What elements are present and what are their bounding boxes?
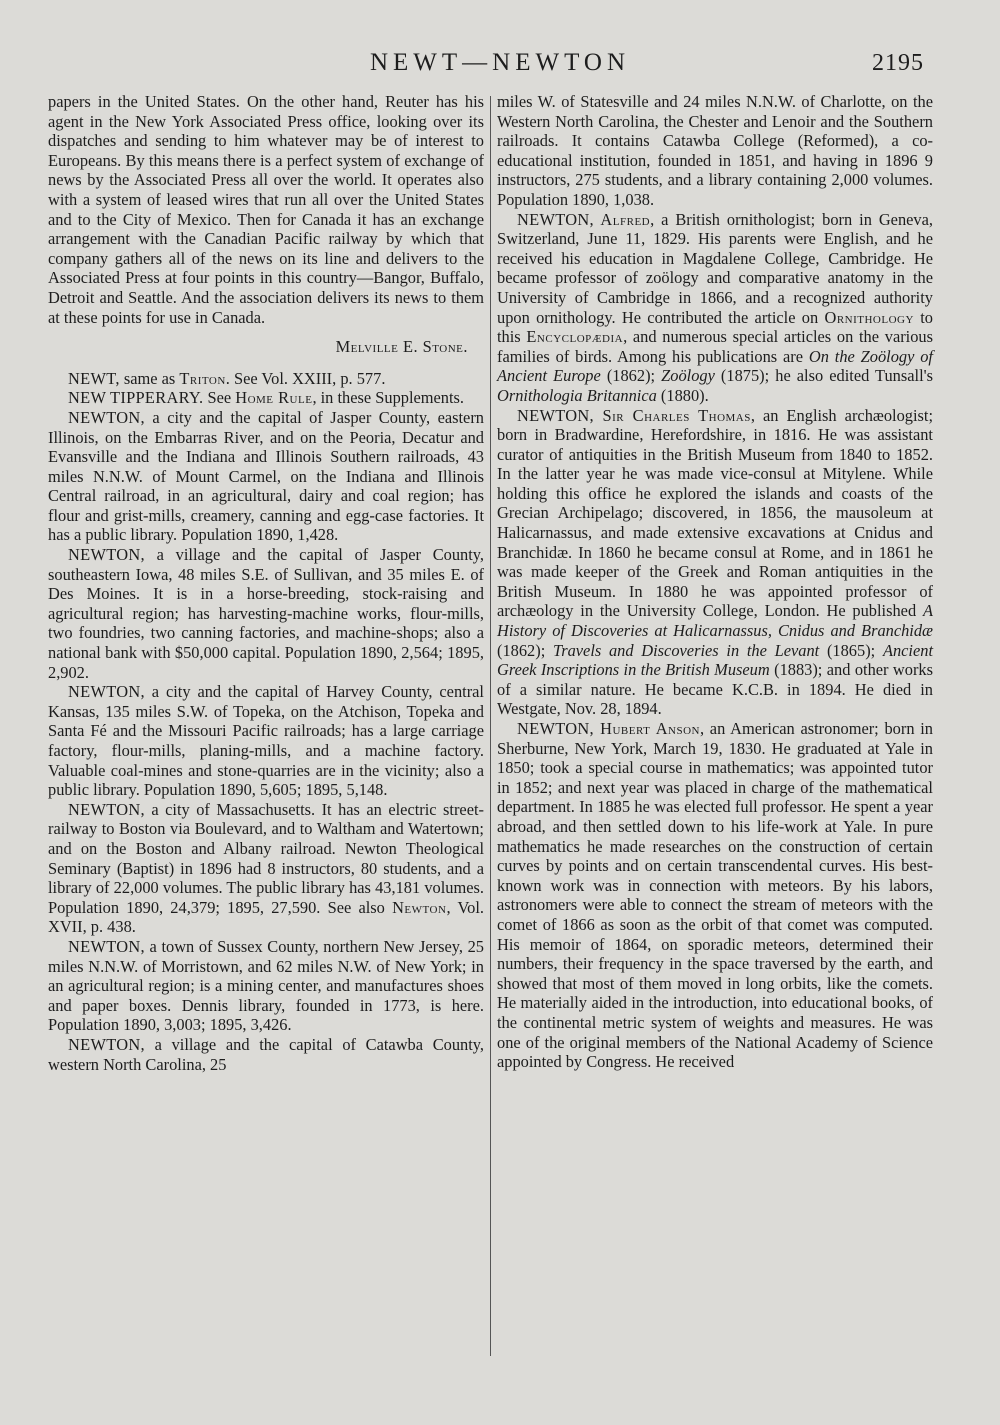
entry-headword: NEWTON, xyxy=(68,799,145,819)
entry-text: . See Vol. XXIII, p. 577. xyxy=(225,368,386,388)
entry-text: (1880). xyxy=(656,385,709,405)
work-title: Zoölogy xyxy=(661,366,715,386)
entry-text: (1875); he also edited Tunsall's xyxy=(714,366,933,386)
entry-new-tipperary xyxy=(48,388,484,408)
running-head xyxy=(0,46,1000,80)
entry-newton-north-carolina xyxy=(48,1035,484,1074)
entry-newton-massachusetts xyxy=(48,800,484,937)
cross-reference: Triton xyxy=(179,368,226,388)
entry-newton-iowa xyxy=(48,545,484,682)
entry-text: , and numerous special articles on the various families of birds. Among his publications are xyxy=(497,327,933,366)
page-number: 2195 xyxy=(872,50,924,76)
entry-headword: NEWTON, xyxy=(517,719,594,738)
work-title: A History of Discoveries at Halicarnassus, Cnidus and Branchidæ xyxy=(497,601,933,641)
entry-text: a village and the capital of Catawba County, western North Carolina, 25 xyxy=(48,1034,484,1074)
right-column xyxy=(497,92,933,1072)
entry-text: a city of Massachusetts. It has an electric street-railway to Boston via Boulevard, and to Waltham and Watertown; and on the Boston and Albany railroad. Newton Theological Seminary (Baptist) in 1896 had 8 instructors, 80 students, and a library of 22,000 volumes. The public library has 43,181 volumes. Population 1890, 24,379; 1895, 27,590. See also xyxy=(48,799,484,917)
entry-headword: NEWTON, xyxy=(68,1034,145,1054)
entry-text: , in these Supplements. xyxy=(312,388,465,408)
article-continuation: papers in the United States. On the other hand, Reuter has his agent in the New York Associated Press office, looking over its dispatches and sending to him whatever may be of interest to Europeans. By this means there is a perfect system of exchange of news by the Associated Press all over the world. It operates also with a system of leased wires that run all over the United States and to the City of Mexico. Then for Canada it has an exchange arrangement with the Canadian Pacific railway by which that company gathers all of the news on its line and delivers to the Associated Press at four points in this country—Bangor, Buffalo, Detroit and Seattle. And the association delivers its news to them at these points for use in Canada. xyxy=(48,92,484,327)
entry-newton-kansas xyxy=(48,682,484,800)
entry-headword: NEWTON, xyxy=(68,682,145,702)
author-signature: Melville E. Stone. xyxy=(335,337,468,357)
entry-headword: NEWTON, xyxy=(68,936,145,956)
entry-text: same as xyxy=(119,368,180,388)
work-title: Ancient Greek Inscriptions in the British Museum xyxy=(497,640,933,680)
cross-reference: Ornithology xyxy=(824,307,914,327)
entry-text: , Vol. XVII, p. 438. xyxy=(48,897,485,937)
entry-headword: NEWT, xyxy=(68,368,120,388)
entry-newton-alfred xyxy=(497,210,933,406)
cross-reference: Encyclopædia xyxy=(526,327,624,347)
running-title: NEWT—NEWTON xyxy=(369,49,631,76)
entry-text: , an English archæologist; born in Bradwardine, Herefordshire, in 1816. He was assistant curator of antiquities in the British Museum from 1840 to 1852. In the latter year he was made vice-consul at Mitylene. While holding this office he explored the islands and coasts of the Grecian Archipelago; discovered, in 1856, the mausoleum at Halicarnassus, and made extensive excavations at Cnidus and Branchidæ. In 1860 he became consul at Rome, and in 1861 he was made keeper of the Greek and Roman antiquities in the British Museum. In 1880 he was appointed professor of archæology in the University College, London. He published xyxy=(497,405,933,621)
entry-text: (1883); and other works of a similar nature. He became K.C.B. in 1894. He died in Westgate, Nov. 28, 1894. xyxy=(497,660,933,719)
column-divider xyxy=(490,96,491,1356)
entry-headword: NEWTON, xyxy=(68,545,145,565)
entry-text: , a British ornithologist; born in Geneva, Switzerland, June 11, 1829. His parents were English, and he received his education in Magdalene College, Cambridge. He became professor of zoölogy and comparative anatomy in the University of Cambridge in 1866, and a recognized authority upon ornithology. He contributed the article on xyxy=(497,209,933,327)
entry-newton-charles-thomas xyxy=(497,406,933,720)
entry-headword: NEWTON, xyxy=(517,405,594,425)
cross-reference: Newton xyxy=(392,897,447,917)
given-name: Alfred xyxy=(593,209,651,229)
work-title: Travels and Discoveries in the Levant xyxy=(552,640,820,660)
entry-text: a city and the capital of Jasper County, eastern Illinois, on the Embarras River, and on the Peoria, Decatur and Evansville and the Indiana and Illinois Southern railroads, 43 miles N.N.W. of Mount Carmel, on the Indiana and Illinois Central railroad, in an agricultural, dairy and coal region; has flour and grist-mills, creamery, canning and egg-case factories. It has a public library. Population 1890, 1,428. xyxy=(48,407,484,545)
entry-newt xyxy=(48,369,484,389)
entry-headword: NEWTON, xyxy=(517,209,594,229)
entry-newton-hubert-anson xyxy=(497,719,933,1072)
entry-newton-new-jersey xyxy=(48,937,484,1035)
given-name: Hubert Anson xyxy=(593,719,700,738)
left-column xyxy=(48,92,484,1074)
entry-text: a town of Sussex County, northern New Jersey, 25 miles N.N.W. of Morristown, and 62 miles N.W. of New York; in an agricultural region; is a mining center, and manufactures shoes and paper boxes. Dennis library, founded in 1773, is here. Population 1890, 3,003; 1895, 3,426. xyxy=(48,936,484,1035)
entry-text: (1862); xyxy=(600,366,662,386)
entry-text: (1865); xyxy=(819,640,883,660)
work-title: On the Zoölogy of Ancient Europe xyxy=(497,346,933,386)
entry-newton-illinois xyxy=(48,408,484,545)
entry-text: a city and the capital of Harvey County, central Kansas, 135 miles S.W. of Topeka, on the Atchison, Topeka and Santa Fé and the Missouri Pacific railroads; has a large carriage factory, flour-mills, planing-mills, and a machine factory. Valuable coal-mines and stone-quarries are in the vicinity; also a public library. Population 1890, 5,605; 1895, 5,148. xyxy=(48,682,484,800)
entry-newton-north-carolina-continued: miles W. of Statesville and 24 miles N.N.W. of Charlotte, on the Western North Carolina, the Chester and Lenoir and the Southern railroads. It contains Catawba College (Reformed), a co-educational institution, founded in 1851, and having in 1896 9 instructors, 275 students, and a library containing 2,000 volumes. Population 1890, 1,038. xyxy=(497,92,933,209)
work-title: Ornithologia Britannica xyxy=(497,385,657,405)
entry-text: See xyxy=(203,388,236,408)
entry-headword: NEWTON, xyxy=(68,407,145,427)
cross-reference: Home Rule xyxy=(235,388,313,408)
entry-text: (1862); xyxy=(497,640,553,660)
entry-text: a village and the capital of Jasper County, southeastern Iowa, 48 miles S.E. of Sullivan, and 35 miles E. of Des Moines. It is in a horse-breeding, stock-raising and agricultural region; has harvesting-machine works, flour-mills, two foundries, two canning factories, and machine-shops; also a national bank with $50,000 capital. Population 1890, 2,564; 1895, 2,902. xyxy=(48,545,484,682)
given-name: Sir Charles Thomas xyxy=(593,405,751,425)
entry-text: , an American astronomer; born in Sherburne, New York, March 19, 1830. He graduated at Yale in 1850; took a special course in mathematics; was appointed tutor in 1852; and next year was placed in charge of the mathematical department. In 1885 he was elected full professor. He spent a year abroad, and then settled down to his life-work at Yale. In pure mathematics he made researches on the construction of certain curves by points and on certain transcendental curves. His best-known work was in connection with meteors. By his labors, astronomers were able to connect the stream of meteors with the comet of 1866 as soon as the orbit of that comet was computed. His memoir of 1864, on sporadic meteors, determined their numbers, their frequency in the space traversed by the earth, and showed that most of them moved in long orbits, like the comets. He materially aided in the introduction, into educational books, of the continental metric system of weights and measures. He was one of the original members of the National Academy of Science appointed by Congress. He received xyxy=(497,719,933,1072)
entry-headword: NEW TIPPERARY. xyxy=(68,388,204,408)
entry-text: to this xyxy=(497,307,933,347)
